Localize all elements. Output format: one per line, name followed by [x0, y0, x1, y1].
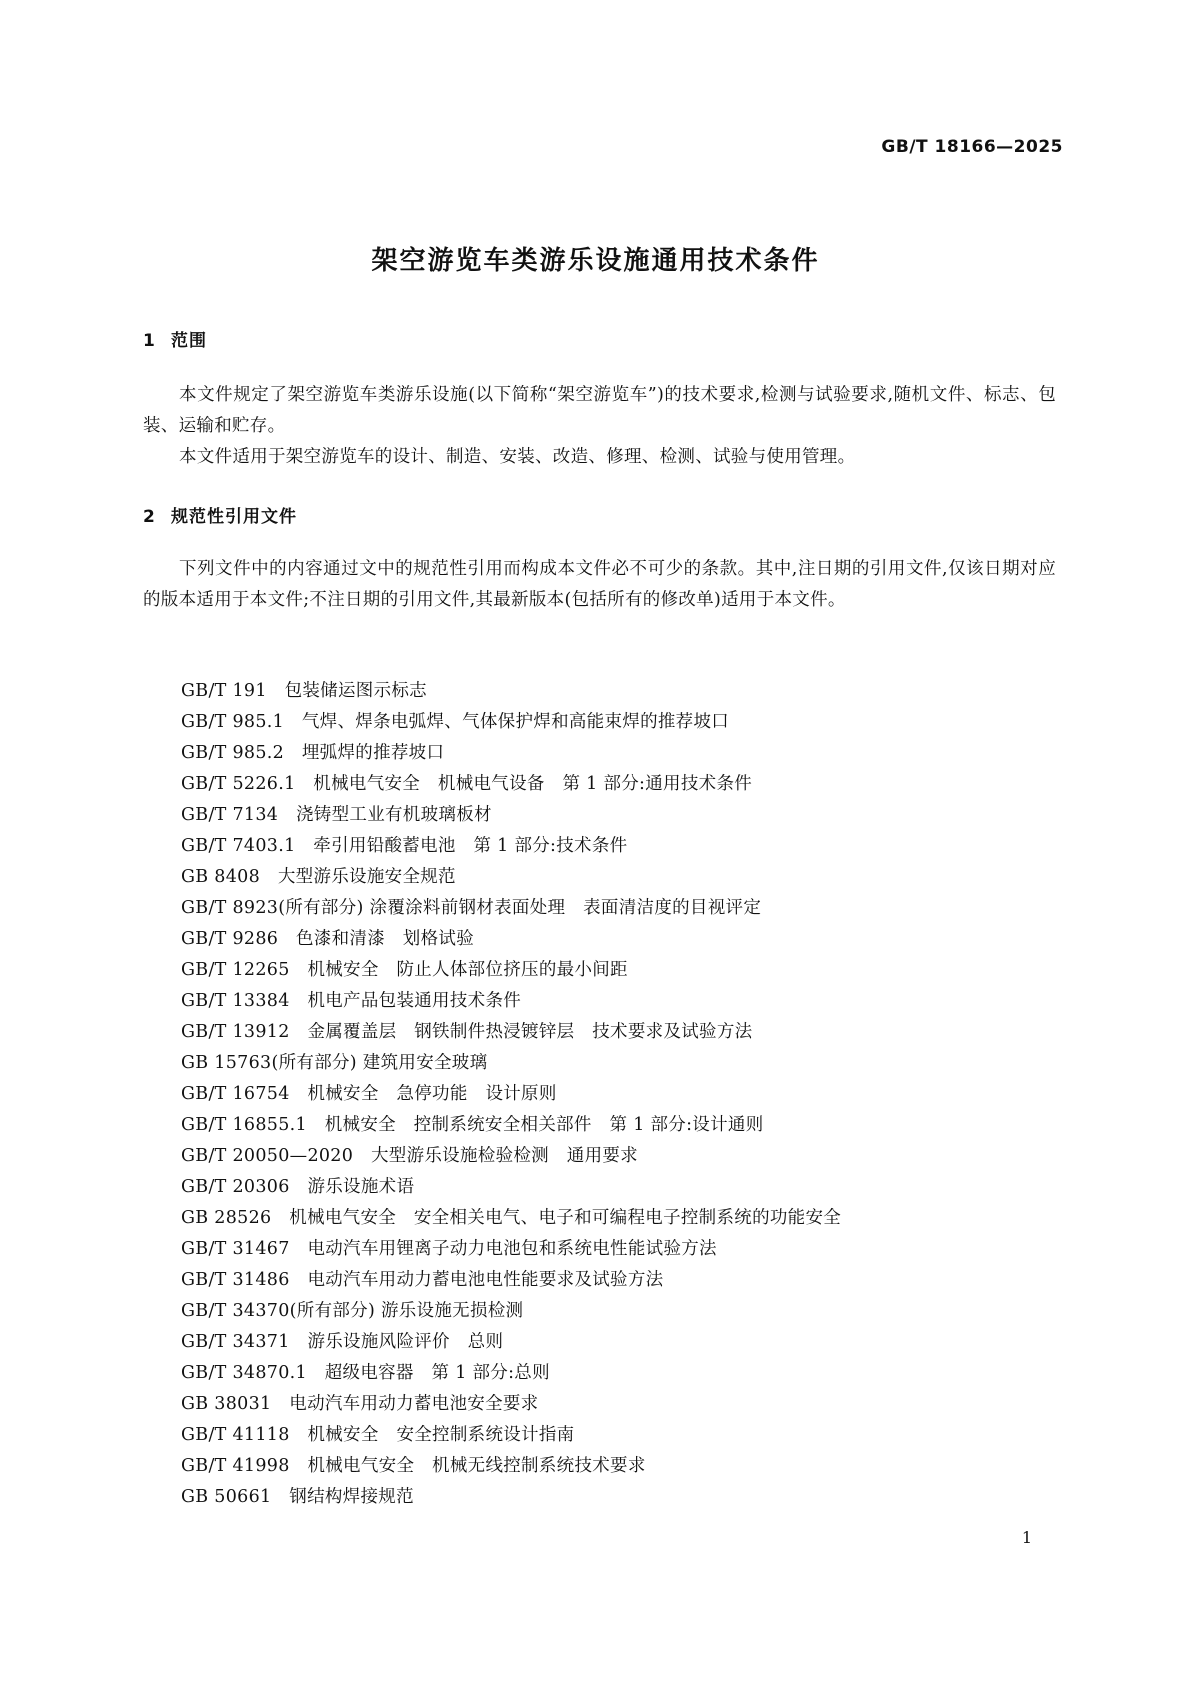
reference-item: GB/T 985.1 气焊、焊条电弧焊、气体保护焊和高能束焊的推荐坡口	[181, 712, 730, 732]
reference-item: GB/T 31467 电动汽车用锂离子动力电池包和系统电性能试验方法	[181, 1239, 717, 1259]
reference-item: GB/T 41998 机械电气安全 机械无线控制系统技术要求	[181, 1456, 646, 1476]
section-number: 1	[143, 331, 156, 351]
reference-item: GB/T 34870.1 超级电容器 第 1 部分:总则	[181, 1363, 550, 1383]
section-1-heading	[143, 326, 207, 351]
reference-item: GB/T 20050—2020 大型游乐设施检验检测 通用要求	[181, 1146, 638, 1166]
reference-item: GB 15763(所有部分) 建筑用安全玻璃	[181, 1053, 488, 1073]
reference-item: GB/T 34371 游乐设施风险评价 总则	[181, 1332, 504, 1352]
section-title: 范围	[171, 331, 207, 351]
section-title: 规范性引用文件	[171, 507, 297, 527]
reference-item: GB/T 13912 金属覆盖层 钢铁制件热浸镀锌层 技术要求及试验方法	[181, 1022, 753, 1042]
scope-paragraph-2: 本文件适用于架空游览车的设计、制造、安装、改造、修理、检测、试验与使用管理。	[179, 447, 856, 467]
reference-item: GB 50661 钢结构焊接规范	[181, 1487, 414, 1507]
reference-item: GB/T 20306 游乐设施术语	[181, 1177, 415, 1197]
reference-item: GB/T 34370(所有部分) 游乐设施无损检测	[181, 1301, 524, 1321]
reference-item: GB/T 191 包装储运图示标志	[181, 681, 427, 701]
reference-item: GB/T 16855.1 机械安全 控制系统安全相关部件 第 1 部分:设计通则	[181, 1115, 764, 1135]
reference-item: GB/T 5226.1 机械电气安全 机械电气设备 第 1 部分:通用技术条件	[181, 774, 753, 794]
reference-item: GB 38031 电动汽车用动力蓄电池安全要求	[181, 1394, 539, 1414]
reference-list	[181, 676, 841, 1513]
standard-number: GB/T 18166—2025	[881, 137, 1063, 157]
reference-item: GB/T 7403.1 牵引用铅酸蓄电池 第 1 部分:技术条件	[181, 836, 628, 856]
section-number: 2	[143, 507, 156, 527]
reference-item: GB/T 16754 机械安全 急停功能 设计原则	[181, 1084, 557, 1104]
reference-item: GB 8408 大型游乐设施安全规范	[181, 867, 456, 887]
reference-item: GB/T 8923(所有部分) 涂覆涂料前钢材表面处理 表面清洁度的目视评定	[181, 898, 762, 918]
reference-item: GB/T 985.2 埋弧焊的推荐坡口	[181, 743, 445, 763]
scope-paragraph-1: 本文件规定了架空游览车类游乐设施(以下简称“架空游览车”)的技术要求,检测与试验要求,随机文件、标志、包装、运输和贮存。	[143, 385, 1056, 436]
reference-item: GB/T 31486 电动汽车用动力蓄电池电性能要求及试验方法	[181, 1270, 664, 1290]
reference-item: GB/T 7134 浇铸型工业有机玻璃板材	[181, 805, 492, 825]
reference-item: GB/T 12265 机械安全 防止人体部位挤压的最小间距	[181, 960, 628, 980]
reference-item: GB 28526 机械电气安全 安全相关电气、电子和可编程电子控制系统的功能安全	[181, 1208, 842, 1228]
page-number: 1	[1021, 1528, 1032, 1547]
normative-references-intro: 下列文件中的内容通过文中的规范性引用而构成本文件必不可少的条款。其中,注日期的引用文件,仅该日期对应的版本适用于本文件;不注日期的引用文件,其最新版本(包括所有的修改单)适用于本文件。	[143, 559, 1056, 610]
section-2-heading	[143, 502, 297, 527]
reference-item: GB/T 13384 机电产品包装通用技术条件	[181, 991, 522, 1011]
document-title: 架空游览车类游乐设施通用技术条件	[371, 246, 820, 276]
reference-item: GB/T 9286 色漆和清漆 划格试验	[181, 929, 475, 949]
reference-item: GB/T 41118 机械安全 安全控制系统设计指南	[181, 1425, 575, 1445]
